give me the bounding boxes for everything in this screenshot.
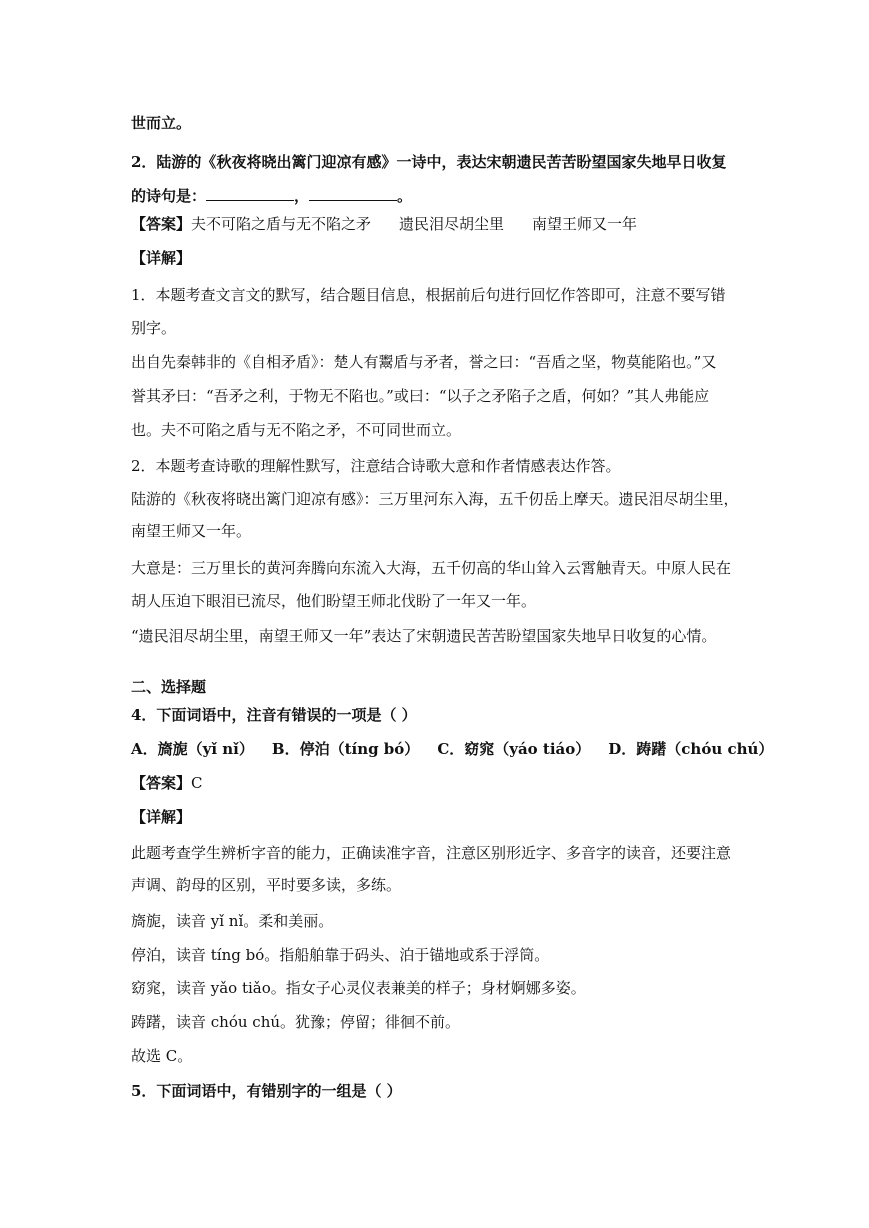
paragraph-line: 胡人压迫下眼泪已流尽，他们盼望王师北伐盼了一年又一年。 xyxy=(131,592,537,610)
question-5: 5．下面词语中，有错别字的一组是（ ） xyxy=(131,1082,402,1100)
answer-label: 【答案】 xyxy=(131,774,192,792)
section-heading: 二、选择题 xyxy=(131,678,207,696)
question-2-line-2 xyxy=(131,186,751,206)
answer-2-value: C xyxy=(191,774,203,792)
paragraph-line: 南望王师又一年。 xyxy=(131,522,252,540)
paragraph-line: 窈窕，读音 yǎo tiǎo。指女子心灵仪表兼美的样子；身材婀娜多姿。 xyxy=(131,979,586,997)
option-d[interactable]: D．踌躇（chóu chú） xyxy=(608,740,774,758)
option-a[interactable]: A．旖旎（yǐ nǐ） xyxy=(131,740,254,758)
paragraph-line: 出自先秦韩非的《自相矛盾》：楚人有鬻盾与矛者，誉之曰：“吾盾之坚，物莫能陷也。”又 xyxy=(131,353,717,371)
option-c[interactable]: C．窈窕（yáo tiáo） xyxy=(437,740,591,758)
question-2-line-1: 2．陆游的《秋夜将晓出篱门迎凉有感》一诗中，表达宋朝遗民苦苦盼望国家失地早日收复 xyxy=(131,153,727,171)
answer-1-part-a: 夫不可陷之盾与无不陷之矛 xyxy=(191,215,372,233)
paragraph-line: 旖旎，读音 yǐ nǐ。柔和美丽。 xyxy=(131,912,334,930)
paragraph-line: 也。夫不可陷之盾与无不陷之矛，不可同世而立。 xyxy=(131,421,462,439)
question-2-end: 。 xyxy=(397,187,413,205)
answer-1-line xyxy=(131,214,751,234)
detail-label-1: 【详解】 xyxy=(131,249,192,267)
answer-blank-1[interactable] xyxy=(206,186,294,201)
paragraph-line: 2．本题考查诗歌的理解性默写，注意结合诗歌大意和作者情感表达作答。 xyxy=(131,457,621,475)
paragraph-line: 誉其矛曰：“吾矛之利，于物无不陷也。”或曰：“以子之矛陷子之盾，何如？”其人弗能应 xyxy=(131,387,710,405)
paragraph-line: 此题考查学生辨析字音的能力，正确读准字音，注意区别形近字、多音字的读音，还要注意 xyxy=(131,844,732,862)
question-4-options xyxy=(131,739,774,759)
answer-1-part-b: 遗民泪尽胡尘里 xyxy=(399,215,505,233)
paragraph-line: 别字。 xyxy=(131,319,177,337)
paragraph-line: 大意是：三万里长的黄河奔腾向东流入大海，五千仞高的华山耸入云霄触青天。中原人民在 xyxy=(131,559,732,577)
question-4: 4．下面词语中，注音有错误的一项是（ ） xyxy=(131,706,417,724)
separator: ， xyxy=(294,187,310,205)
answer-blank-2[interactable] xyxy=(309,186,397,201)
answer-1-part-c: 南望王师又一年 xyxy=(532,215,638,233)
paragraph-line: 1．本题考查文言文的默写，结合题目信息，根据前后句进行回忆作答即可，注意不要写错 xyxy=(131,286,726,304)
paragraph-line: 停泊，读音 tíng bó。指船舶靠于码头、泊于锚地或系于浮筒。 xyxy=(131,946,550,964)
paragraph-line: 声调、韵母的区别，平时要多读，多练。 xyxy=(131,876,402,894)
paragraph-line: “遗民泪尽胡尘里，南望王师又一年”表达了宋朝遗民苦苦盼望国家失地早日收复的心情。 xyxy=(131,627,717,645)
option-b[interactable]: B．停泊（tíng bó） xyxy=(271,740,420,758)
text-line: 世而立。 xyxy=(131,114,192,132)
paragraph-line: 陆游的《秋夜将晓出篱门迎凉有感》：三万里河东入海，五千仞岳上摩天。遗民泪尽胡尘里， xyxy=(131,490,739,508)
detail-label-2: 【详解】 xyxy=(131,808,192,826)
answer-2-line xyxy=(131,773,751,793)
paragraph-line: 踌躇，读音 chóu chú。犹豫；停留；徘徊不前。 xyxy=(131,1013,461,1031)
paragraph-line: 故选 C。 xyxy=(131,1047,193,1065)
answer-label: 【答案】 xyxy=(131,215,192,233)
question-2-prefix: 的诗句是： xyxy=(131,187,207,205)
